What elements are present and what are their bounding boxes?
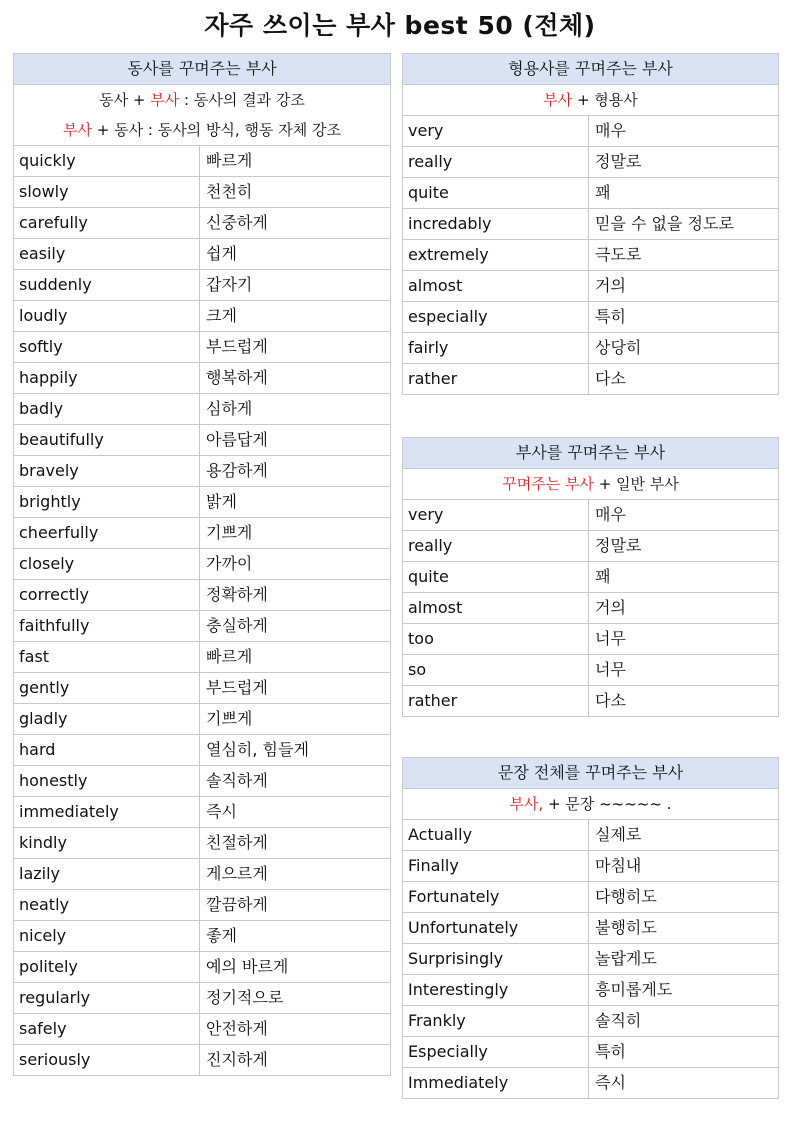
table-row [14,580,391,611]
adverb-korean: 특히 [589,302,779,333]
adverb-english: neatly [14,890,200,921]
table-row [403,147,779,178]
table-row [403,820,779,851]
adverb-korean: 특히 [589,1037,779,1068]
table-row [14,828,391,859]
adverb-english: Actually [403,820,589,851]
formula-highlight: 부사 [543,91,573,109]
table-row [403,882,779,913]
table-row [403,209,779,240]
adverb-korean: 빠르게 [200,146,391,177]
adverb-english: too [403,624,589,655]
adverb-english: happily [14,363,200,394]
adverb-korean: 천천히 [200,177,391,208]
table-row [403,333,779,364]
adverb-korean: 가까이 [200,549,391,580]
table-row [14,270,391,301]
adverb-korean: 정기적으로 [200,983,391,1014]
adverb-korean: 즉시 [200,797,391,828]
table-row [403,913,779,944]
table-row [403,364,779,395]
table-row [403,975,779,1006]
adverb-english: very [403,500,589,531]
adverb-korean: 다소 [589,686,779,717]
adverb-korean: 열심히, 힘들게 [200,735,391,766]
table-row [403,1037,779,1068]
adverb-english: kindly [14,828,200,859]
adverb-korean: 신중하게 [200,208,391,239]
adverb-english: immediately [14,797,200,828]
adverb-korean: 게으르게 [200,859,391,890]
section-header: 동사를 꾸며주는 부사 [14,54,391,85]
table-row [14,518,391,549]
table-row [14,859,391,890]
formula-text: : 동사의 결과 강조 [179,91,305,109]
table-row [14,146,391,177]
adverb-english: especially [403,302,589,333]
formula-cell [403,469,779,500]
adverb-korean: 거의 [589,593,779,624]
adverb-english: gladly [14,704,200,735]
table-row [14,239,391,270]
adverb-english: beautifully [14,425,200,456]
adverb-korean: 예의 바르게 [200,952,391,983]
formula-cell [14,85,391,116]
adverb-english: fairly [403,333,589,364]
adverb-english: fast [14,642,200,673]
table-row [14,704,391,735]
table-row [14,983,391,1014]
adverb-korean: 다행히도 [589,882,779,913]
adverb-english: politely [14,952,200,983]
table-row [403,655,779,686]
table-row [14,425,391,456]
table-row [14,208,391,239]
table-row [14,363,391,394]
adverb-english: safely [14,1014,200,1045]
adverb-korean: 심하게 [200,394,391,425]
adverb-english: almost [403,593,589,624]
adverb-english: rather [403,364,589,395]
adverb-english: suddenly [14,270,200,301]
adverb-korean: 믿을 수 없을 정도로 [589,209,779,240]
adverb-korean: 밝게 [200,487,391,518]
adverb-korean: 꽤 [589,178,779,209]
formula-text: + 동사 : 동사의 방식, 행동 자체 강조 [92,121,341,139]
adverb-korean: 깔끔하게 [200,890,391,921]
adverb-english: quite [403,178,589,209]
adverb-english: bravely [14,456,200,487]
adverb-english: seriously [14,1045,200,1076]
adverb-english: rather [403,686,589,717]
adverb-english: quite [403,562,589,593]
table-header-row [403,758,779,789]
adverb-english: very [403,116,589,147]
table-row [403,1006,779,1037]
adverb-english: cheerfully [14,518,200,549]
adverb-english: Surprisingly [403,944,589,975]
adverb-english: Especially [403,1037,589,1068]
adverb-korean: 매우 [589,116,779,147]
adverb-english: lazily [14,859,200,890]
adverb-korean: 갑자기 [200,270,391,301]
adverb-english: Fortunately [403,882,589,913]
table-header-row [403,54,779,85]
formula-row [403,789,779,820]
table-row [403,1068,779,1099]
formula-highlight: 부사 [63,121,93,139]
formula-row [14,85,391,116]
table-row [14,301,391,332]
adverb-korean: 정말로 [589,147,779,178]
adverb-korean: 꽤 [589,562,779,593]
adverb-korean: 거의 [589,271,779,302]
table-row [14,456,391,487]
table-row [403,593,779,624]
adverb-korean: 불행히도 [589,913,779,944]
table-row [403,240,779,271]
adverb-korean: 용감하게 [200,456,391,487]
table-row [14,611,391,642]
adjective-adverb-table [402,53,779,395]
adverb-english: quickly [14,146,200,177]
adverb-korean: 너무 [589,624,779,655]
table-row [403,686,779,717]
adverb-korean: 진지하게 [200,1045,391,1076]
formula-row [403,85,779,116]
adverb-korean: 즉시 [589,1068,779,1099]
adverb-korean: 상당히 [589,333,779,364]
table-row [403,500,779,531]
table-row [403,851,779,882]
adverb-english: almost [403,271,589,302]
adverb-korean: 매우 [589,500,779,531]
formula-text: + 형용사 [572,91,638,109]
table-row [14,642,391,673]
table-row [14,673,391,704]
adverb-korean: 빠르게 [200,642,391,673]
table-row [403,562,779,593]
adverb-korean: 정확하게 [200,580,391,611]
adverb-korean: 부드럽게 [200,332,391,363]
adverb-english: really [403,531,589,562]
table-row [14,1014,391,1045]
adverb-english: brightly [14,487,200,518]
table-row [14,921,391,952]
adverb-english: closely [14,549,200,580]
adverb-english: regularly [14,983,200,1014]
adverb-english: so [403,655,589,686]
adverb-english: correctly [14,580,200,611]
table-header-row [403,438,779,469]
table-row [403,944,779,975]
adverb-korean: 너무 [589,655,779,686]
table-row [403,531,779,562]
adverb-korean: 행복하게 [200,363,391,394]
verb-adverb-table [13,53,391,1076]
adverb-english: Unfortunately [403,913,589,944]
adverb-korean: 흥미롭게도 [589,975,779,1006]
table-row [403,624,779,655]
adverb-english: easily [14,239,200,270]
adverb-korean: 아름답게 [200,425,391,456]
adverb-korean: 마침내 [589,851,779,882]
adverb-korean: 놀랍게도 [589,944,779,975]
table-row [14,952,391,983]
section-header: 부사를 꾸며주는 부사 [403,438,779,469]
adverb-english: slowly [14,177,200,208]
adverb-korean: 기쁘게 [200,704,391,735]
adverb-english: softly [14,332,200,363]
adverb-english: extremely [403,240,589,271]
adverb-korean: 안전하게 [200,1014,391,1045]
adverb-korean: 충실하게 [200,611,391,642]
formula-cell [403,789,779,820]
table-row [14,890,391,921]
adverb-korean: 기쁘게 [200,518,391,549]
adverb-english: incredably [403,209,589,240]
formula-text: + 문장 ~~~~~ . [543,795,672,813]
adverb-korean: 극도로 [589,240,779,271]
table-row [14,1045,391,1076]
adverb-english: Frankly [403,1006,589,1037]
table-row [403,271,779,302]
adverb-korean: 솔직하게 [200,766,391,797]
adverb-english: gently [14,673,200,704]
adverb-korean: 실제로 [589,820,779,851]
adverb-english: Finally [403,851,589,882]
table-row [14,487,391,518]
adverb-korean: 솔직히 [589,1006,779,1037]
adverb-korean: 크게 [200,301,391,332]
table-row [403,116,779,147]
table-row [403,302,779,333]
table-row [14,394,391,425]
formula-highlight: 부사 [150,91,180,109]
adverb-english: loudly [14,301,200,332]
adverb-korean: 쉽게 [200,239,391,270]
formula-highlight: 부사, [509,795,544,813]
table-row [14,177,391,208]
formula-cell [403,85,779,116]
formula-row [403,469,779,500]
adverb-korean: 부드럽게 [200,673,391,704]
table-row [14,797,391,828]
adverb-english: badly [14,394,200,425]
table-row [14,735,391,766]
adverb-adverb-table [402,437,779,717]
table-row [14,766,391,797]
adverb-korean: 정말로 [589,531,779,562]
table-row [14,332,391,363]
section-header: 문장 전체를 꾸며주는 부사 [403,758,779,789]
adverb-english: Interestingly [403,975,589,1006]
formula-text: 동사 + [99,91,151,109]
formula-text: + 일반 부사 [593,475,679,493]
table-row [14,549,391,580]
section-header: 형용사를 꾸며주는 부사 [403,54,779,85]
formula-row [14,115,391,146]
formula-cell [14,115,391,146]
adverb-korean: 친절하게 [200,828,391,859]
table-row [403,178,779,209]
sentence-adverb-table [402,757,779,1099]
adverb-english: Immediately [403,1068,589,1099]
page-title: 자주 쓰이는 부사 best 50 (전체) [204,11,596,40]
adverb-english: nicely [14,921,200,952]
formula-highlight: 꾸며주는 부사 [502,475,594,493]
adverb-english: hard [14,735,200,766]
adverb-english: carefully [14,208,200,239]
adverb-korean: 좋게 [200,921,391,952]
adverb-english: faithfully [14,611,200,642]
adverb-english: really [403,147,589,178]
table-header-row [14,54,391,85]
adverb-korean: 다소 [589,364,779,395]
adverb-english: honestly [14,766,200,797]
